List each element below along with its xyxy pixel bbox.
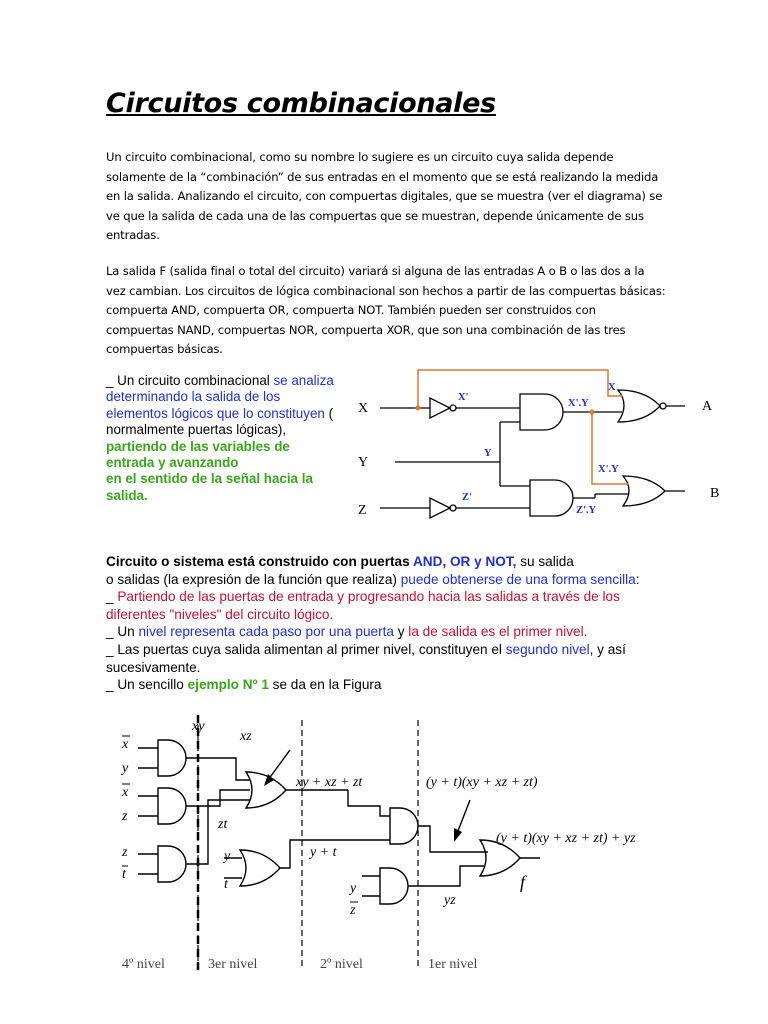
- input-t-bar: t: [122, 867, 126, 882]
- section-l5-a: _ Las puertas cuya salida alimentan al primer nivel, constituyen el: [106, 641, 506, 657]
- label-y: Y: [484, 448, 492, 459]
- input-x-label: X: [358, 401, 369, 416]
- section-l4-a: _ Un: [106, 624, 139, 640]
- section-l2-text: o salidas (la expresión de la función que realiza): [106, 571, 401, 587]
- side-note: [106, 373, 336, 504]
- level-2-label: 2º nivel: [320, 957, 363, 972]
- section-l4-b: y: [393, 624, 409, 640]
- expression-level-3: xy + xz + zt: [296, 775, 363, 790]
- label-yz: yz: [444, 893, 456, 908]
- input-y-1: y: [122, 761, 129, 776]
- label-zn: Z': [462, 492, 472, 503]
- label-zt: zt: [218, 817, 228, 832]
- expression-y-plus-t: y + t: [310, 845, 337, 860]
- input-y-2: y: [224, 849, 231, 864]
- output-f-label: f: [520, 872, 526, 892]
- label-zny: Z'.Y: [576, 505, 597, 516]
- label-xz-top: xz: [240, 729, 252, 744]
- input-y-label: Y: [358, 455, 369, 470]
- section-line-4: [106, 623, 666, 641]
- input-z-2: z: [122, 845, 128, 860]
- level-1-label: 1er nivel: [428, 957, 478, 972]
- side-text-green-2: en el sentido de la señal hacia la salida.: [106, 471, 313, 503]
- section-l6-b: se da en la Figura: [268, 677, 382, 693]
- section-line-3: [106, 588, 666, 623]
- section-l5-blue: segundo nivel: [505, 641, 590, 657]
- label-x: X: [608, 382, 616, 393]
- section-line-6: [106, 676, 666, 694]
- side-text-1: _ Un circuito combinacional: [106, 373, 274, 388]
- logic-circuit-diagram: [340, 360, 740, 530]
- section-l2-blue: puede obtenerse de una forma sencilla: [400, 571, 636, 587]
- section-l2-end: :: [635, 571, 640, 587]
- label-xny: X'.Y: [568, 398, 589, 409]
- second-paragraph: La salida F (salida final o total del circuito) variará si alguna de las entradas A o B o las dos a la vez cambian. Los circuitos de lógica combinacional son hechos a partir de las compuertas básicas: compuerta AND, compuerta OR, compuerta NOT. También pueden ser construidos con compuertas NAND, compuertas NOR, compuerta XOR, que son una combinación de las tres compuertas básicas.: [106, 264, 666, 356]
- label-xny-2: X'.Y: [598, 464, 619, 475]
- levels-circuit-diagram: [100, 710, 660, 1010]
- side-text-blue: se analiza determinando la salida de los elementos lógicos que lo constituyen: [106, 373, 334, 421]
- section-blue-bold-text: AND, OR y NOT,: [412, 554, 517, 569]
- input-y-3: y: [350, 881, 357, 896]
- level-3-label: 3er nivel: [208, 957, 258, 972]
- input-z-1: z: [122, 809, 128, 824]
- input-z-bar-3: z: [350, 903, 356, 918]
- section-l4-c: .: [583, 624, 588, 640]
- label-xy-top: xy: [192, 719, 205, 734]
- section-l6-green: ejemplo Nº 1: [187, 677, 269, 693]
- section-l3-dash: _: [106, 589, 118, 605]
- side-text-2: ( normalmente puertas lógicas),: [106, 405, 334, 438]
- section-line-5: [106, 641, 666, 676]
- input-x-bar-1: x: [122, 737, 129, 752]
- expression-output: (y + t)(xy + xz + zt) + yz: [496, 831, 636, 846]
- section-text-rest: su salida: [516, 554, 574, 569]
- section-line-1: [106, 553, 666, 571]
- section-l4-red: la de salida es el primer nivel: [408, 624, 584, 640]
- page-title: Circuitos combinacionales: [106, 88, 496, 119]
- section-text: [106, 553, 666, 694]
- section-l3-red: Partiendo de las puertas de entrada y progresando hacia las salidas a través de los diferentes "niveles" del circuito lógico.: [106, 589, 620, 622]
- section-line-2: [106, 571, 666, 589]
- section-l5-b: , y así sucesivamente.: [106, 641, 626, 675]
- expression-level-2: (y + t)(xy + xz + zt): [426, 775, 538, 790]
- section-bold-text: Circuito o sistema está construido con puertas: [106, 554, 413, 569]
- input-t-2: t: [224, 877, 228, 892]
- section-l4-blue: nivel representa cada paso por una puerta: [138, 624, 394, 640]
- input-z-label: Z: [358, 503, 367, 518]
- intro-paragraph: Un circuito combinacional, como su nombre lo sugiere es un circuito cuya salida depende solamente de la “combinación” de sus entradas en el momento que se está realizando la medida en la salida. Analizando el circuito, con compuertas digitales, que se muestra (ver el diagrama) se ve que la salida de cada una de las compuertas que se muestran, depende únicamente de sus entradas.: [106, 150, 663, 242]
- level-4-label: 4º nivel: [122, 957, 165, 972]
- section-l6-a: _ Un sencillo: [106, 677, 188, 693]
- label-xn: X': [458, 392, 469, 403]
- side-text-green-1: partiendo de las variables de entrada y avanzando: [106, 438, 290, 471]
- output-a-label: A: [702, 399, 713, 414]
- input-x-bar-2: x: [122, 785, 129, 800]
- output-b-label: B: [710, 486, 720, 501]
